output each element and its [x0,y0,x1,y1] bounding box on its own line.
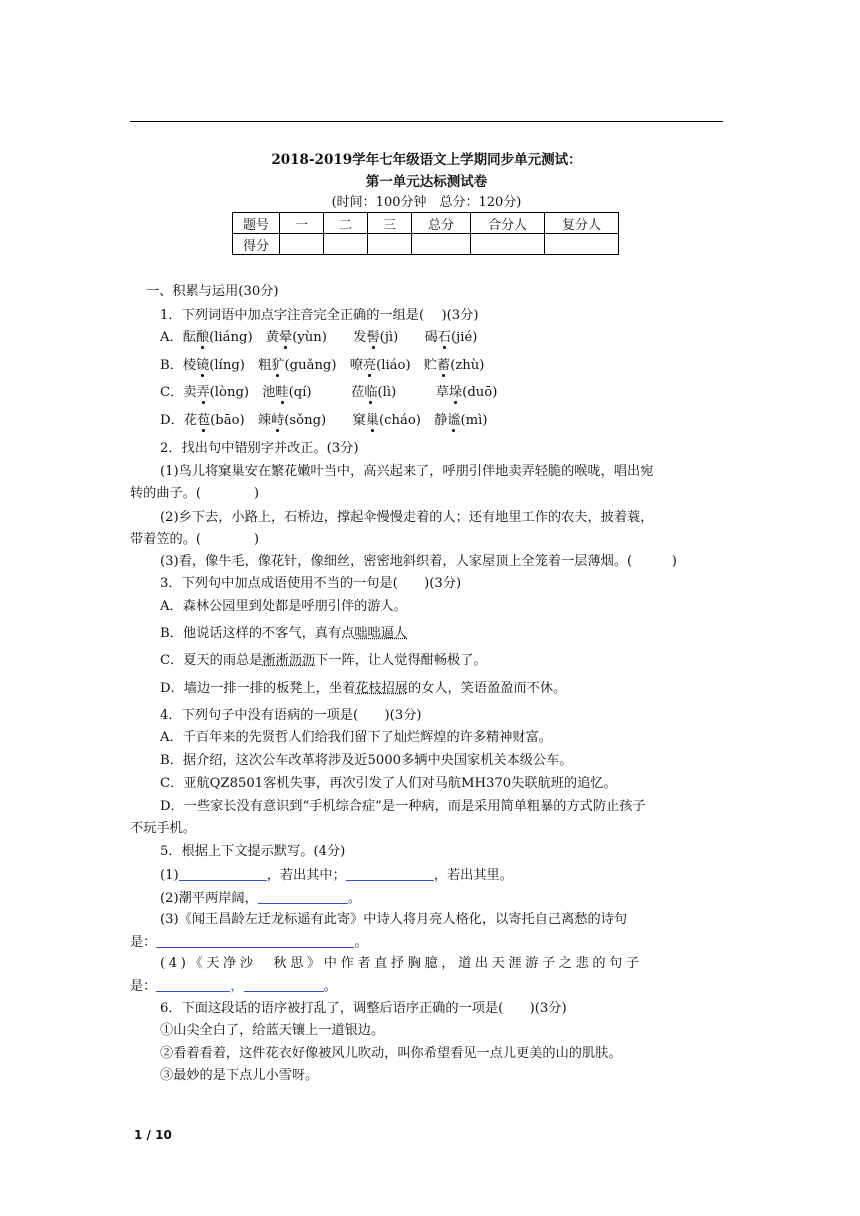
dotted-char: 晕 [279,330,293,345]
score-cell[interactable] [545,234,619,255]
text: B．棱 [160,358,197,373]
question-5-item-1 [160,866,513,885]
text: (zhù) [450,358,485,373]
question-4-option-d-cont: 不玩手机。 [130,821,196,836]
score-table-header-row [233,213,619,234]
text: 的女人，笑语盈盈而不休。 [407,681,567,696]
page-number: 1 / 10 [134,1128,172,1142]
question-1-option-a [160,329,477,347]
score-table [232,212,619,255]
dotted-idiom: 呼朋引伴 [301,599,355,614]
text: ，若出其里。 [433,868,513,883]
question-4-option-d: D．一些家长没有意识到“手机综合症”是一种病，而是采用简单粗暴的方式防止孩子 [160,799,646,814]
text: (bāo) 竦 [210,413,272,428]
text: (jié) [451,330,478,345]
question-1-option-d [160,412,488,430]
text: C．夏天的雨总是 [160,653,263,668]
question-5-stem: 5．根据上下文提示默写。(4分) [160,844,346,859]
text: A．酝 [160,330,196,345]
text: (liáng) 黄 [209,330,279,345]
text: (yùn) 发 [292,330,367,345]
answer-blank[interactable] [244,977,324,992]
question-1-option-b [160,357,484,375]
text: (mì) [460,413,488,428]
text: 是： [130,979,157,994]
text: B．他说话这样的不客气，真有点 [160,626,355,641]
score-row-label: 得分 [233,234,280,255]
score-cell[interactable] [471,234,545,255]
question-5-item-3-cont [130,933,368,952]
question-3-stem: 3．下列句中加点成语使用不当的一句是( )(3分) [160,576,462,591]
answer-blank[interactable] [156,933,354,948]
question-4-option-a: A．千百年来的先贤哲人们给我们留下了灿烂辉煌的许多精神财富。 [160,730,552,745]
question-1-stem: 1．下列词语中加点字注音完全正确的一组是( )(3分) [160,308,479,323]
text: (duō) [462,385,498,400]
answer-blank[interactable] [346,866,434,881]
section-title: 一、积累与运用(30分) [146,284,279,299]
question-5-item-4: (4)《天净沙 秋思》中作者直抒胸臆，道出天涯游子之悲的句子 [160,956,643,971]
dotted-char: 犷 [271,358,285,373]
question-5-item-3: (3)《闻王昌龄左迁龙标遥有此寄》中诗人将月亮人格化，以寄托自己离愁的诗句 [160,912,628,927]
dotted-char: 蓄 [437,358,451,373]
question-5-item-4-cont [130,977,337,996]
text: (sǒng) 窠 [284,413,366,428]
dotted-char: 亮 [362,358,377,373]
answer-blank[interactable] [156,977,230,992]
score-header-cell: 总分 [412,213,471,234]
exam-meta: (时间：100分钟 总分：120分) [331,195,522,210]
question-1-option-c [160,384,497,402]
text: C．卖 [160,385,197,400]
dotted-char: 畦 [275,385,289,400]
exam-title: 2018-2019学年七年级语文上学期同步单元测试： [271,152,582,168]
exam-subtitle: 第一单元达标测试卷 [365,174,488,190]
text: (qí) 莅 [288,385,365,400]
question-2-sentence-3: (3)看，像牛毛，像花针，像细丝，密密地斜织着，人家屋顶上全笼着一层薄烟。( ) [160,554,677,569]
text: (lì) 草 [377,385,449,400]
answer-blank[interactable] [179,866,267,881]
score-cell[interactable] [368,234,412,255]
question-3-option-c [160,652,487,670]
text: 。 [323,979,337,994]
score-header-cell: 一 [280,213,324,234]
comma: ， [230,979,244,994]
question-6-stem: 6．下面这段话的语序被打乱了，调整后语序正确的一项是( )(3分) [160,1001,567,1016]
dotted-char: 谧 [447,413,461,428]
text: 是： [130,935,157,950]
text: (cháo) 静 [378,413,448,428]
text: 。 [347,891,361,906]
question-2-sentence-2: (2)乡下去，小路上，石桥边，撑起伞慢慢走着的人；还有地里工作的农夫，披着蓑， [160,510,654,525]
dotted-idiom: 淅淅沥沥 [262,653,316,668]
question-4-stem: 4．下列句子中没有语病的一项是( )(3分) [160,708,422,723]
score-table-score-row [233,234,619,255]
text: 。 [354,935,368,950]
dotted-char: 酿 [195,330,210,345]
question-2-stem: 2．找出句中错别字并改正。(3分) [160,441,359,456]
dotted-char: 苞 [196,413,211,428]
score-header-cell: 二 [324,213,368,234]
score-header-cell: 合分人 [471,213,545,234]
question-5-item-2 [160,889,361,908]
dotted-char: 巢 [365,413,379,428]
score-header-cell: 三 [368,213,412,234]
dotted-char: 临 [364,385,378,400]
dotted-char: 峙 [271,413,285,428]
question-6-item-2: ②看着看着，这件花衣好像被风儿吹动，叫你希望看见一点儿更美的山的肌肤。 [160,1046,622,1061]
score-header-cell: 题号 [233,213,280,234]
text: D．花 [160,413,197,428]
text: (guǎng) 嘹 [284,358,363,373]
dotted-char: 弄 [196,385,210,400]
score-cell[interactable] [412,234,471,255]
dotted-char: 髻 [366,330,380,345]
dotted-char: 镜 [196,358,210,373]
text: D．墙边一排一排的板凳上，坐着 [160,681,356,696]
dotted-idiom: 花枝招展 [355,681,408,696]
text: (2)潮平两岸阔， [160,891,258,906]
text: (líng) 粗 [209,358,272,373]
question-6-item-1: ①山尖全白了，给蓝天镶上一道银边。 [160,1023,385,1038]
score-header-cell: 复分人 [545,213,619,234]
question-2-sentence-1-cont: 转的曲子。( ) [130,486,259,501]
text: (liáo) 贮 [376,358,437,373]
text: (lòng) 池 [209,385,276,400]
answer-blank[interactable] [258,889,348,904]
dotted-idiom: 咄咄逼人 [354,626,408,641]
question-4-option-b: B．据介绍，这次公车改革将涉及近5000多辆中央国家机关本级公车。 [160,753,573,768]
text: (jì) 碣 [379,330,438,345]
score-cell[interactable] [324,234,368,255]
question-3-option-b [160,625,407,643]
question-2-sentence-2-cont: 带着笠的。( ) [130,532,259,547]
dotted-char: 石 [437,330,452,345]
header-rule [130,121,723,122]
text: 下一阵，让人觉得酣畅极了。 [315,653,487,668]
question-2-sentence-1: (1)鸟儿将窠巢安在繁花嫩叶当中，高兴起来了，呼朋引伴地卖弄轻脆的喉咙，唱出宛 [160,464,654,479]
question-4-option-c: C．亚航QZ8501客机失事，再次引发了人们对马航MH370失联航班的追忆。 [160,776,617,791]
dotted-char: 垛 [448,385,463,400]
text: ，若出其中； [266,868,346,883]
text: (1) [160,868,179,883]
text: 的游人。 [354,599,407,614]
question-6-item-3: ③最妙的是下点儿小雪呀。 [160,1068,319,1083]
score-cell[interactable] [280,234,324,255]
text: A．森林公园里到处都是 [160,599,302,614]
question-3-option-a [160,598,407,616]
question-3-option-d [160,680,566,698]
